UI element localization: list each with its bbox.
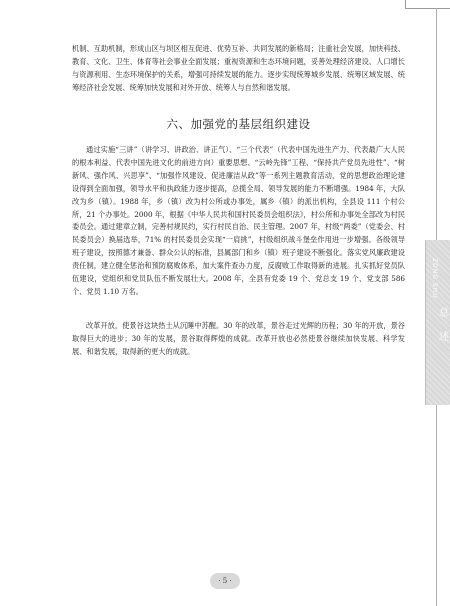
- side-tab-char-2: 述: [439, 332, 449, 343]
- paragraph-text: 机制、互助机制，形成山区与坝区相互促进、优势互补、共同发展的新格局；注重社会发展，加快科技、教育、文化、卫生、体育等社会事业全面发展；重视资源和生态环境问题，妥善处理经济建设、人口增长与资源利用、生态环境保护的关系，增强可持续发展的能力。逐步实现统筹城乡发展、统筹区域发展、统筹经济社会发展、统筹加快发展和对外开放、统筹人与自然和谐发展。: [72, 44, 405, 92]
- body-paragraph-1: [72, 43, 405, 95]
- paragraph-text: 通过实施“三讲”（讲学习、讲政治、讲正气）、“三个代表”（代表中国先进生产力、代表最广大人民的根本利益、代表中国先进文化的前进方向）重要思想、“云岭先锋”工程、“保持共产党员先进性”、“树新风、强作风、兴思享”、“加强作风建设、促进廉洁从政”等一系列主题教育活动，党的思想政治理论建设得到全面加强，领导水平和执政能力逐步提高，总揽全局、领导发展的能力不断增强。1984 年，大队改为乡（镇）。1988 年，乡（镇）改为村公所或办事处，属乡（镇）的派出机构，全县设 111 个村公所，21 个办事处。2000 年，根据《中华人民共和国村民委员会组织法》，村公所和办事处全部改为村民委员会。通过建章立制，完善村规民约，实行村民自治、民主管理。2007 年，村级“两委”（党委会、村民委员会）换届选举，71% 的村民委员会实现“一肩挑”，村级组织战斗堡垒作用进一步增强。各级领导班子建设，按照德才兼备、群众公认的标准，县属部门和乡（镇）班子建设不断强化。落实党风廉政建设责任制，建立健全惩治和预防腐败体系，加大案件查办力度，反腐败工作取得新的进展。扎实抓好党员队伍建设，党组织和党员队伍不断发展壮大。2008 年，全县有党委 19 个、党总支 19 个、党支部 586 个、党员 1.10 万名。: [72, 145, 405, 296]
- chapter-side-tab: [425, 240, 450, 405]
- side-tab-pinyin: ZONG SHU: [431, 258, 438, 299]
- top-border-line: [405, 0, 406, 8]
- paragraph-text: 改革开放，使景谷这块热土从沉睡中苏醒。30 年的改革，景谷走过光辉的历程；30 年的开放，景谷取得巨大的进步；30 年的发展，景谷取得辉煌的成就。改革开放也必然使景谷继续加快发展、科学发展、和谐发展，取得新的更大的成就。: [72, 321, 405, 356]
- page-number: · 5 ·: [210, 573, 240, 589]
- body-paragraph-2: [72, 144, 405, 299]
- body-paragraph-3: [72, 320, 405, 359]
- corner-border-line: [405, 8, 450, 9]
- section-heading: 六、加强党的基层组织建设: [166, 117, 311, 131]
- side-tab-char-1: 总: [439, 308, 449, 319]
